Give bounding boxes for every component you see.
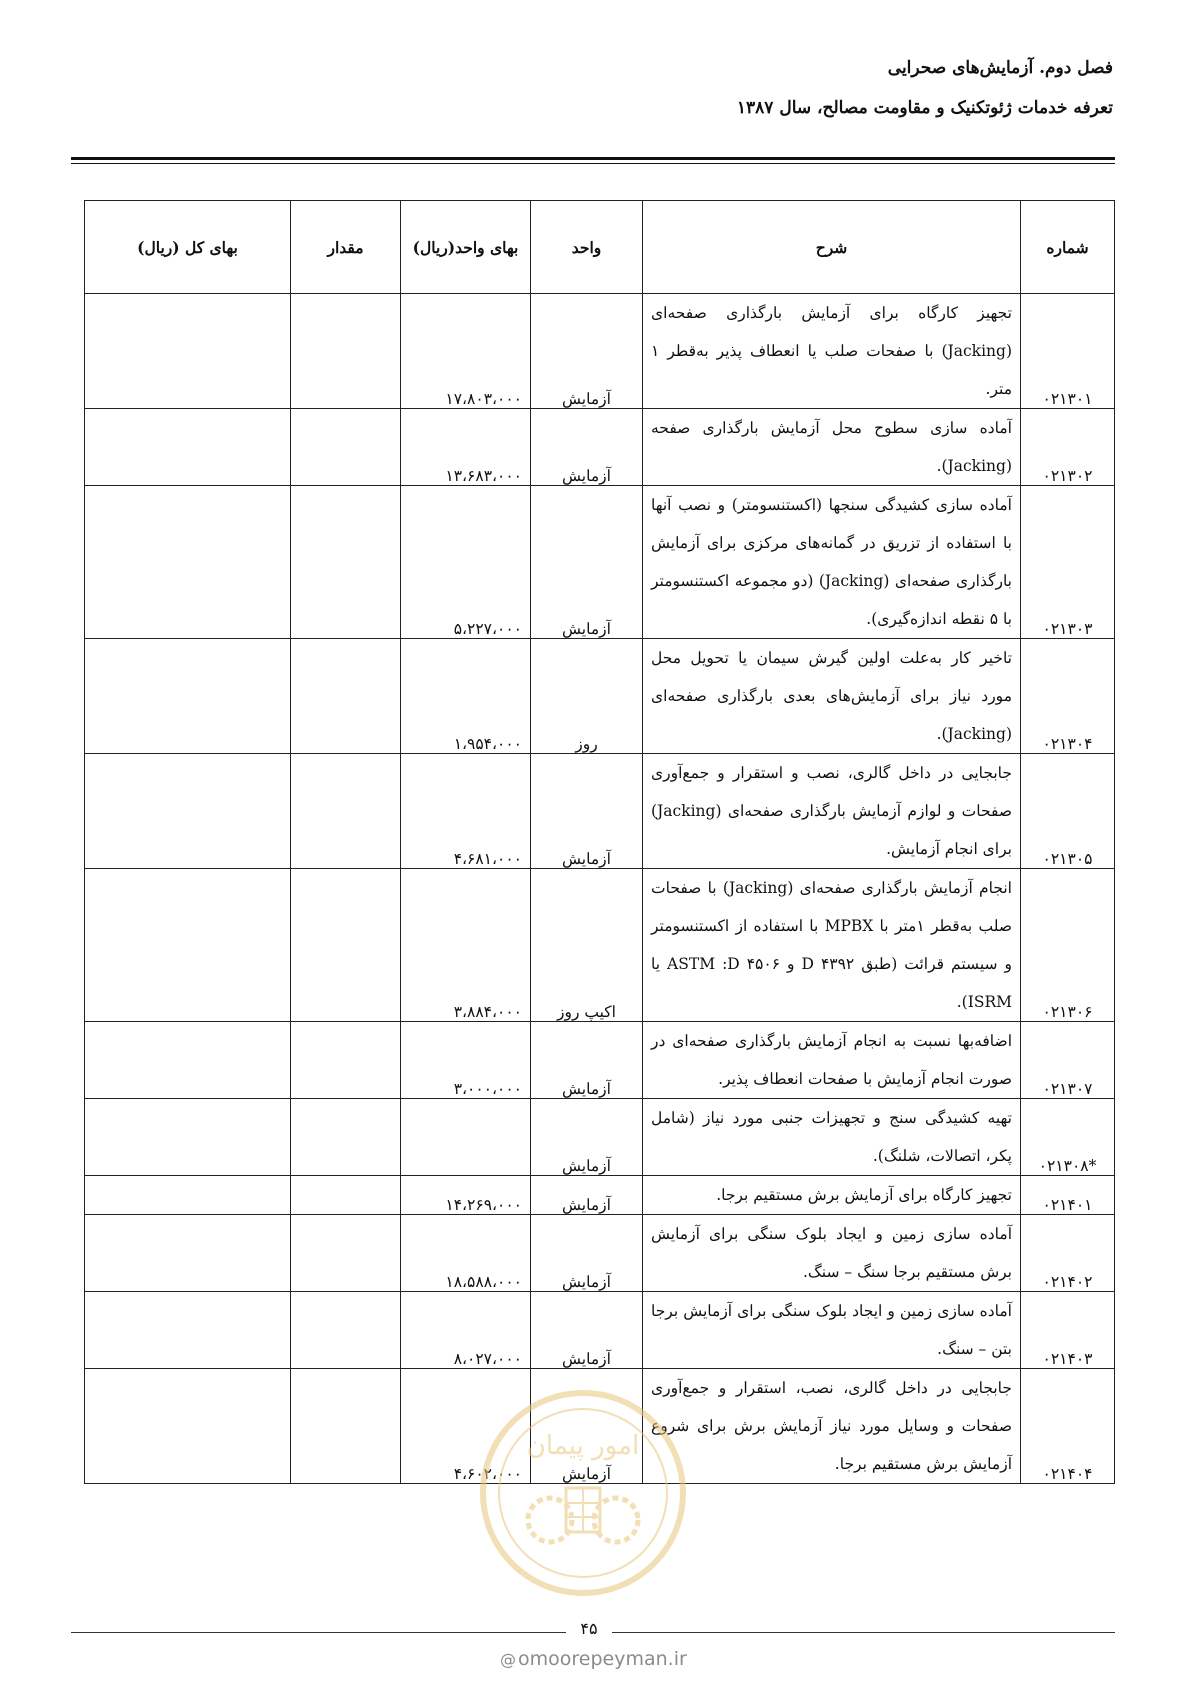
item-quantity <box>291 294 401 409</box>
item-total <box>85 1099 291 1176</box>
item-unit: آزمایش <box>531 1292 643 1369</box>
item-quantity <box>291 639 401 754</box>
table-row <box>85 1099 1115 1176</box>
item-unit-price: ۱۷،۸۰۳،۰۰۰ <box>401 294 531 409</box>
item-description: آماده سازی زمین و ایجاد بلوک سنگی برای آزمایش برش مستقیم برجا سنگ – سنگ. <box>643 1215 1021 1292</box>
item-total <box>85 409 291 486</box>
item-unit: آزمایش <box>531 1176 643 1215</box>
chapter-title: فصل دوم. آزمایش‌های صحرایی <box>887 58 1113 78</box>
tariff-table <box>84 200 1115 1484</box>
item-total <box>85 1176 291 1215</box>
item-unit-price: ۱،۹۵۴،۰۰۰ <box>401 639 531 754</box>
column-header-number: شماره <box>1021 201 1115 294</box>
table-row <box>85 1176 1115 1215</box>
item-description: جابجایی در داخل گالری، نصب و استقرار و جمع‌آوری صفحات و لوازم آزمایش بارگذاری صفحه‌ای (Jacking) برای انجام آزمایش. <box>643 754 1021 869</box>
item-quantity <box>291 1292 401 1369</box>
item-quantity <box>291 1215 401 1292</box>
column-header-unit: واحد <box>531 201 643 294</box>
column-header-unit-price: بهای واحد(ریال) <box>401 201 531 294</box>
item-quantity <box>291 486 401 639</box>
item-unit-price: ۳،۰۰۰،۰۰۰ <box>401 1022 531 1099</box>
footer-rule-left <box>71 1632 566 1633</box>
item-description: تجهیز کارگاه برای آزمایش بارگذاری صفحه‌ای (Jacking) با صفحات صلب یا انعطاف پذیر به‌قطر ۱ متر. <box>643 294 1021 409</box>
item-total <box>85 486 291 639</box>
site-watermark <box>500 1648 687 1670</box>
footer-rule-right <box>612 1632 1115 1633</box>
table-row <box>85 1022 1115 1099</box>
item-unit-price: ۴،۶۰۲،۰۰۰ <box>401 1369 531 1484</box>
item-unit-price: ۱۸،۵۸۸،۰۰۰ <box>401 1215 531 1292</box>
item-unit: آزمایش <box>531 1099 643 1176</box>
item-number: ۰۲۱۳۰۷ <box>1021 1022 1115 1099</box>
item-description: تاخیر کار به‌علت اولین گیرش سیمان یا تحویل محل مورد نیاز برای آزمایش‌های بعدی بارگذاری صفحه‌ای (Jacking). <box>643 639 1021 754</box>
table-row <box>85 486 1115 639</box>
item-unit: آزمایش <box>531 1369 643 1484</box>
column-header-quantity: مقدار <box>291 201 401 294</box>
item-unit-price <box>401 1099 531 1176</box>
item-number: ۰۲۱۳۰۵ <box>1021 754 1115 869</box>
table-row <box>85 294 1115 409</box>
item-description: آماده سازی سطوح محل آزمایش بارگذاری صفحه (Jacking). <box>643 409 1021 486</box>
item-total <box>85 754 291 869</box>
column-header-total: بهای کل (ریال) <box>85 201 291 294</box>
item-total <box>85 1292 291 1369</box>
item-number: ۰۲۱۳۰۳ <box>1021 486 1115 639</box>
item-description: جابجایی در داخل گالری، نصب، استقرار و جمع‌آوری صفحات و وسایل مورد نیاز آزمایش برش برای شروع آزمایش برش مستقیم برجا. <box>643 1369 1021 1484</box>
table-row <box>85 1292 1115 1369</box>
item-description: اضافه‌بها نسبت به انجام آزمایش بارگذاری صفحه‌ای در صورت انجام آزمایش با صفحات انعطاف پذیر. <box>643 1022 1021 1099</box>
header-rule-thick <box>71 157 1115 160</box>
item-total <box>85 639 291 754</box>
item-description: آماده سازی کشیدگی سنجها (اکستنسومتر) و نصب آنها با استفاده از تزریق در گمانه‌های مرکزی برای آزمایش بارگذاری صفحه‌ای (Jacking) (دو مجموعه اکستنسومتر با ۵ نقطه اندازه‌گیری). <box>643 486 1021 639</box>
item-total <box>85 294 291 409</box>
table-row <box>85 869 1115 1022</box>
item-unit: اکیپ روز <box>531 869 643 1022</box>
item-unit: آزمایش <box>531 1215 643 1292</box>
item-quantity <box>291 409 401 486</box>
table-row <box>85 1369 1115 1484</box>
table-row <box>85 639 1115 754</box>
item-unit: آزمایش <box>531 754 643 869</box>
column-header-description: شرح <box>643 201 1021 294</box>
table-row <box>85 1215 1115 1292</box>
item-unit: روز <box>531 639 643 754</box>
item-unit: آزمایش <box>531 1022 643 1099</box>
item-quantity <box>291 1176 401 1215</box>
item-quantity <box>291 1022 401 1099</box>
document-subtitle: تعرفه خدمات ژئوتکنیک و مقاومت مصالح، سال ۱۳۸۷ <box>736 98 1113 118</box>
item-total <box>85 1215 291 1292</box>
page-number: ۴۵ <box>580 1619 598 1638</box>
item-quantity <box>291 754 401 869</box>
item-quantity <box>291 1099 401 1176</box>
page-header <box>737 58 1113 118</box>
svg-text:امور پیمان: امور پیمان <box>526 1431 640 1461</box>
item-unit: آزمایش <box>531 409 643 486</box>
item-quantity <box>291 869 401 1022</box>
item-unit-price: ۴،۶۸۱،۰۰۰ <box>401 754 531 869</box>
watermark-text: omoorepeyman.ir <box>518 1648 687 1670</box>
item-total <box>85 1022 291 1099</box>
item-total <box>85 1369 291 1484</box>
item-unit-price: ۱۳،۶۸۳،۰۰۰ <box>401 409 531 486</box>
item-unit-price: ۳،۸۸۴،۰۰۰ <box>401 869 531 1022</box>
item-unit-price: ۵،۲۲۷،۰۰۰ <box>401 486 531 639</box>
table-row <box>85 409 1115 486</box>
item-description: تجهیز کارگاه برای آزمایش برش مستقیم برجا. <box>643 1176 1021 1215</box>
item-number: ۰۲۱۳۰۴ <box>1021 639 1115 754</box>
item-unit-price: ۱۴،۲۶۹،۰۰۰ <box>401 1176 531 1215</box>
item-number: ۰۲۱۴۰۴ <box>1021 1369 1115 1484</box>
item-description: آماده سازی زمین و ایجاد بلوک سنگی برای آزمایش برجا بتن – سنگ. <box>643 1292 1021 1369</box>
item-number: ۰۲۱۴۰۱ <box>1021 1176 1115 1215</box>
item-total <box>85 869 291 1022</box>
item-quantity <box>291 1369 401 1484</box>
item-unit: آزمایش <box>531 486 643 639</box>
header-rule-thin <box>71 163 1115 164</box>
item-number: ۰۲۱۳۰۶ <box>1021 869 1115 1022</box>
item-number: ۰۲۱۴۰۳ <box>1021 1292 1115 1369</box>
item-number: ۰۲۱۴۰۲ <box>1021 1215 1115 1292</box>
item-unit-price: ۸،۰۲۷،۰۰۰ <box>401 1292 531 1369</box>
table-header-row <box>85 201 1115 294</box>
item-number: ۰۲۱۳۰۱ <box>1021 294 1115 409</box>
item-unit: آزمایش <box>531 294 643 409</box>
at-icon: @ <box>500 1650 516 1669</box>
item-description: تهیه کشیدگی سنج و تجهیزات جنبی مورد نیاز (شامل پکر، اتصالات، شلنگ). <box>643 1099 1021 1176</box>
table-row <box>85 754 1115 869</box>
item-description: انجام آزمایش بارگذاری صفحه‌ای (Jacking) با صفحات صلب به‌قطر ۱متر با MPBX با استفاده از اکستنسومتر و سیستم قرائت (طبق D ۴۳۹۲ و ۴۵۰۶ ASTM :D یا ISRM). <box>643 869 1021 1022</box>
item-number: ۰۲۱۳۰۲ <box>1021 409 1115 486</box>
item-number: *۰۲۱۳۰۸ <box>1021 1099 1115 1176</box>
